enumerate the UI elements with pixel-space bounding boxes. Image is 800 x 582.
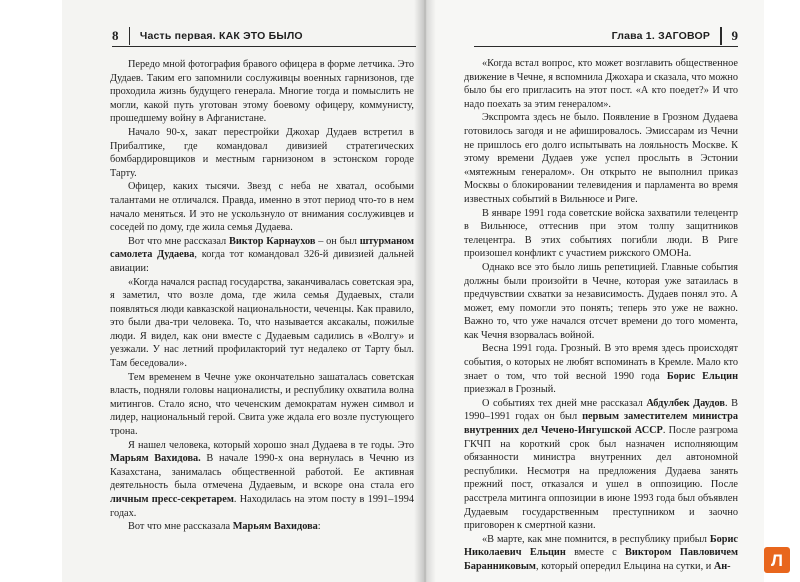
paragraph: Начало 90-х, закат перестройки Джохар Дудаев встретил в Прибалтике, где командовал дивизией стратегических бомбардировщиков и местным гарнизоном в эстонском городе Тарту. [110, 126, 414, 179]
paragraph: Экспромта здесь не было. Появление в Грозном Дудаева готовилось загодя и не афишировалось. Эмиссарам из Чечни не пришлось его долго испытывать на лояльность Москве. К этому времени Дудаев уже успел прослыть в Эстонии «мятежным генералом». Он открыто не выполнил приказ Москвы о блокировании телевидения и парламента во время известных событий в Вильнюсе и Риге. [464, 112, 738, 205]
paragraph: Вот что мне рассказал Виктор Карнаухов – он был штурманом самолета Дудаева, когда тот командовал 326-й дивизией дальней авиации: [110, 235, 415, 274]
bold-name: личным пресс-секретарем [110, 494, 234, 505]
paragraph: Весна 1991 года. Грозный. В это время здесь происходят события, о которых не любят вспоминать в Кремле. Мало кто знает о том, что той весной 1990 года Борис Ельцин приезжал в Грозный. [464, 343, 738, 396]
header-separator [720, 27, 721, 45]
bold-name: Виктор Карнаухов [228, 235, 316, 247]
left-page-number: 8 [112, 28, 119, 43]
right-page [424, 0, 764, 582]
logo-letter: Л [771, 550, 783, 570]
book-gutter-shadow [414, 0, 436, 582]
bold-name: Борис Ельцин [666, 370, 738, 382]
paragraph: «Когда начался распад государства, заканчивалась советская эра, я заметил, что возле дома, где жила семья Дудаевых, стали появляться люди кавказской национальности, чеченцы. Как правило, это были два-три человека. То, что называется аксакалы, пожилые люди. Я видел, как они вместе с Дудаевым садились в «Волгу» и уезжали. У нас летний профилакторий тут недалеко от Тарту был. Там беседовали». [110, 276, 414, 370]
right-page-text [464, 57, 738, 574]
right-page-number: 9 [731, 28, 738, 43]
paragraph: Офицер, каких тысячи. Звезд с неба не хватал, особыми талантами не отличался. Правда, именно в этот период что-то в нем начало меняться. И это не ускользнуло от внимания сослуживцев и соседей по дому, где жила семья Дудаева. [110, 181, 414, 234]
paragraph: Передо мной фотография бравого офицера в форме летчика. Это Дудаев. Таким его запомнили сослуживцы военных гарнизонов, где проходила жизнь будущего генерала. Многие тогда и помыслить не могли, какой путь уготован этому боевому офицеру, коммунисту, прошедшему войну в Афганистане. [110, 59, 414, 125]
paragraph: О событиях тех дней мне рассказал Абдулбек Даудов. В 1990–1991 годах он был первым заместителем министра внутренних дел Чечено-Ингушской АССР. После разгрома ГКЧП на короткий срок был назначен исполняющим обязанности министра внутренних дел автономной республики. Несмотря на предложения Дудаева занять прежний пост, отказался и ушел в оппозицию. После расстрела митинга оппозиции в июне 1993 года был объявлен Дудаевым государственным преступником и заочно приговорен к смертной казни. [464, 397, 738, 532]
left-page-header [112, 26, 416, 47]
paragraph: Вот что мне рассказала Марьям Вахидова: [128, 521, 321, 533]
bold-name: Ан- [713, 560, 731, 572]
left-page [62, 0, 424, 582]
bold-name: Борис Николаевич Ельцин [464, 533, 738, 559]
bold-name: первым заместителем министра внутренних дел Чечено-Ингушской АССР [464, 411, 738, 437]
paragraph: Тем временем в Чечне уже окончательно зашаталась советская власть, подняли головы националисты, и республику охватила волна митингов. Стало ясно, что чеченским демократам нужен символ и лидер, национальный герой. Свита уже ждала его возле пустующего трона. [110, 371, 414, 438]
bold-name: Абдулбек Даудов [646, 397, 725, 409]
paragraph: «В марте, как мне помнится, в республику прибыл Борис Николаевич Ельцин вместе с Виктором Павловичем Баранниковым, который опередил Ельцина на сутки, и Ан- [464, 533, 738, 572]
header-separator [129, 27, 130, 45]
publisher-logo [764, 547, 790, 573]
right-page-header [474, 26, 738, 47]
left-running-head: Часть первая. КАК ЭТО БЫЛО [139, 30, 303, 42]
paragraph: «Когда встал вопрос, кто может возглавить общественное движение в Чечне, я вспомнила Джохара и сказала, что можно было бы его пригласить на этот пост. «А кто поедет?» И что надо поехать за этим генералом». [464, 58, 738, 110]
paragraph: В январе 1991 года советские войска захватили телецентр в Вильнюсе, оттеснив при этом толпу защитников телецентра. В этих событиях погибли люди. В Риге произошел конфликт с участием рижского ОМОНа. [464, 207, 738, 260]
bold-name: Марьям Вахидова. [110, 453, 201, 465]
bold-name: Марьям Вахидова [232, 521, 318, 533]
paragraph: Однако все это было лишь репетицией. Главные события должны были произойти в Чечне, которая уже затаилась в предчувствии схватки за независимость. Дудаев понял это. А может, ему помогли это понять; теперь это уже не важно. Важно то, что уже начался отсчет времени до того момента, как Чечня взорвалась войной. [464, 261, 738, 341]
right-running-head: Глава 1. ЗАГОВОР [611, 30, 711, 42]
left-page-text [110, 58, 414, 534]
bold-name: Виктором Павловичем Баранниковым [464, 547, 738, 572]
paragraph: Я нашел человека, который хорошо знал Дудаева в те годы. Это Марьям Вахидова. В начале 1990-х она вернулась в Чечню из Казахстана, занималась общественной работой. Ее активная деятельность была отмечена Дудаевым, и вскоре она стала его личным пресс-секретарем. Находилась на этом посту в 1991–1994 годах. [110, 439, 415, 519]
bold-name: штурманом самолета Дудаева [110, 235, 415, 261]
